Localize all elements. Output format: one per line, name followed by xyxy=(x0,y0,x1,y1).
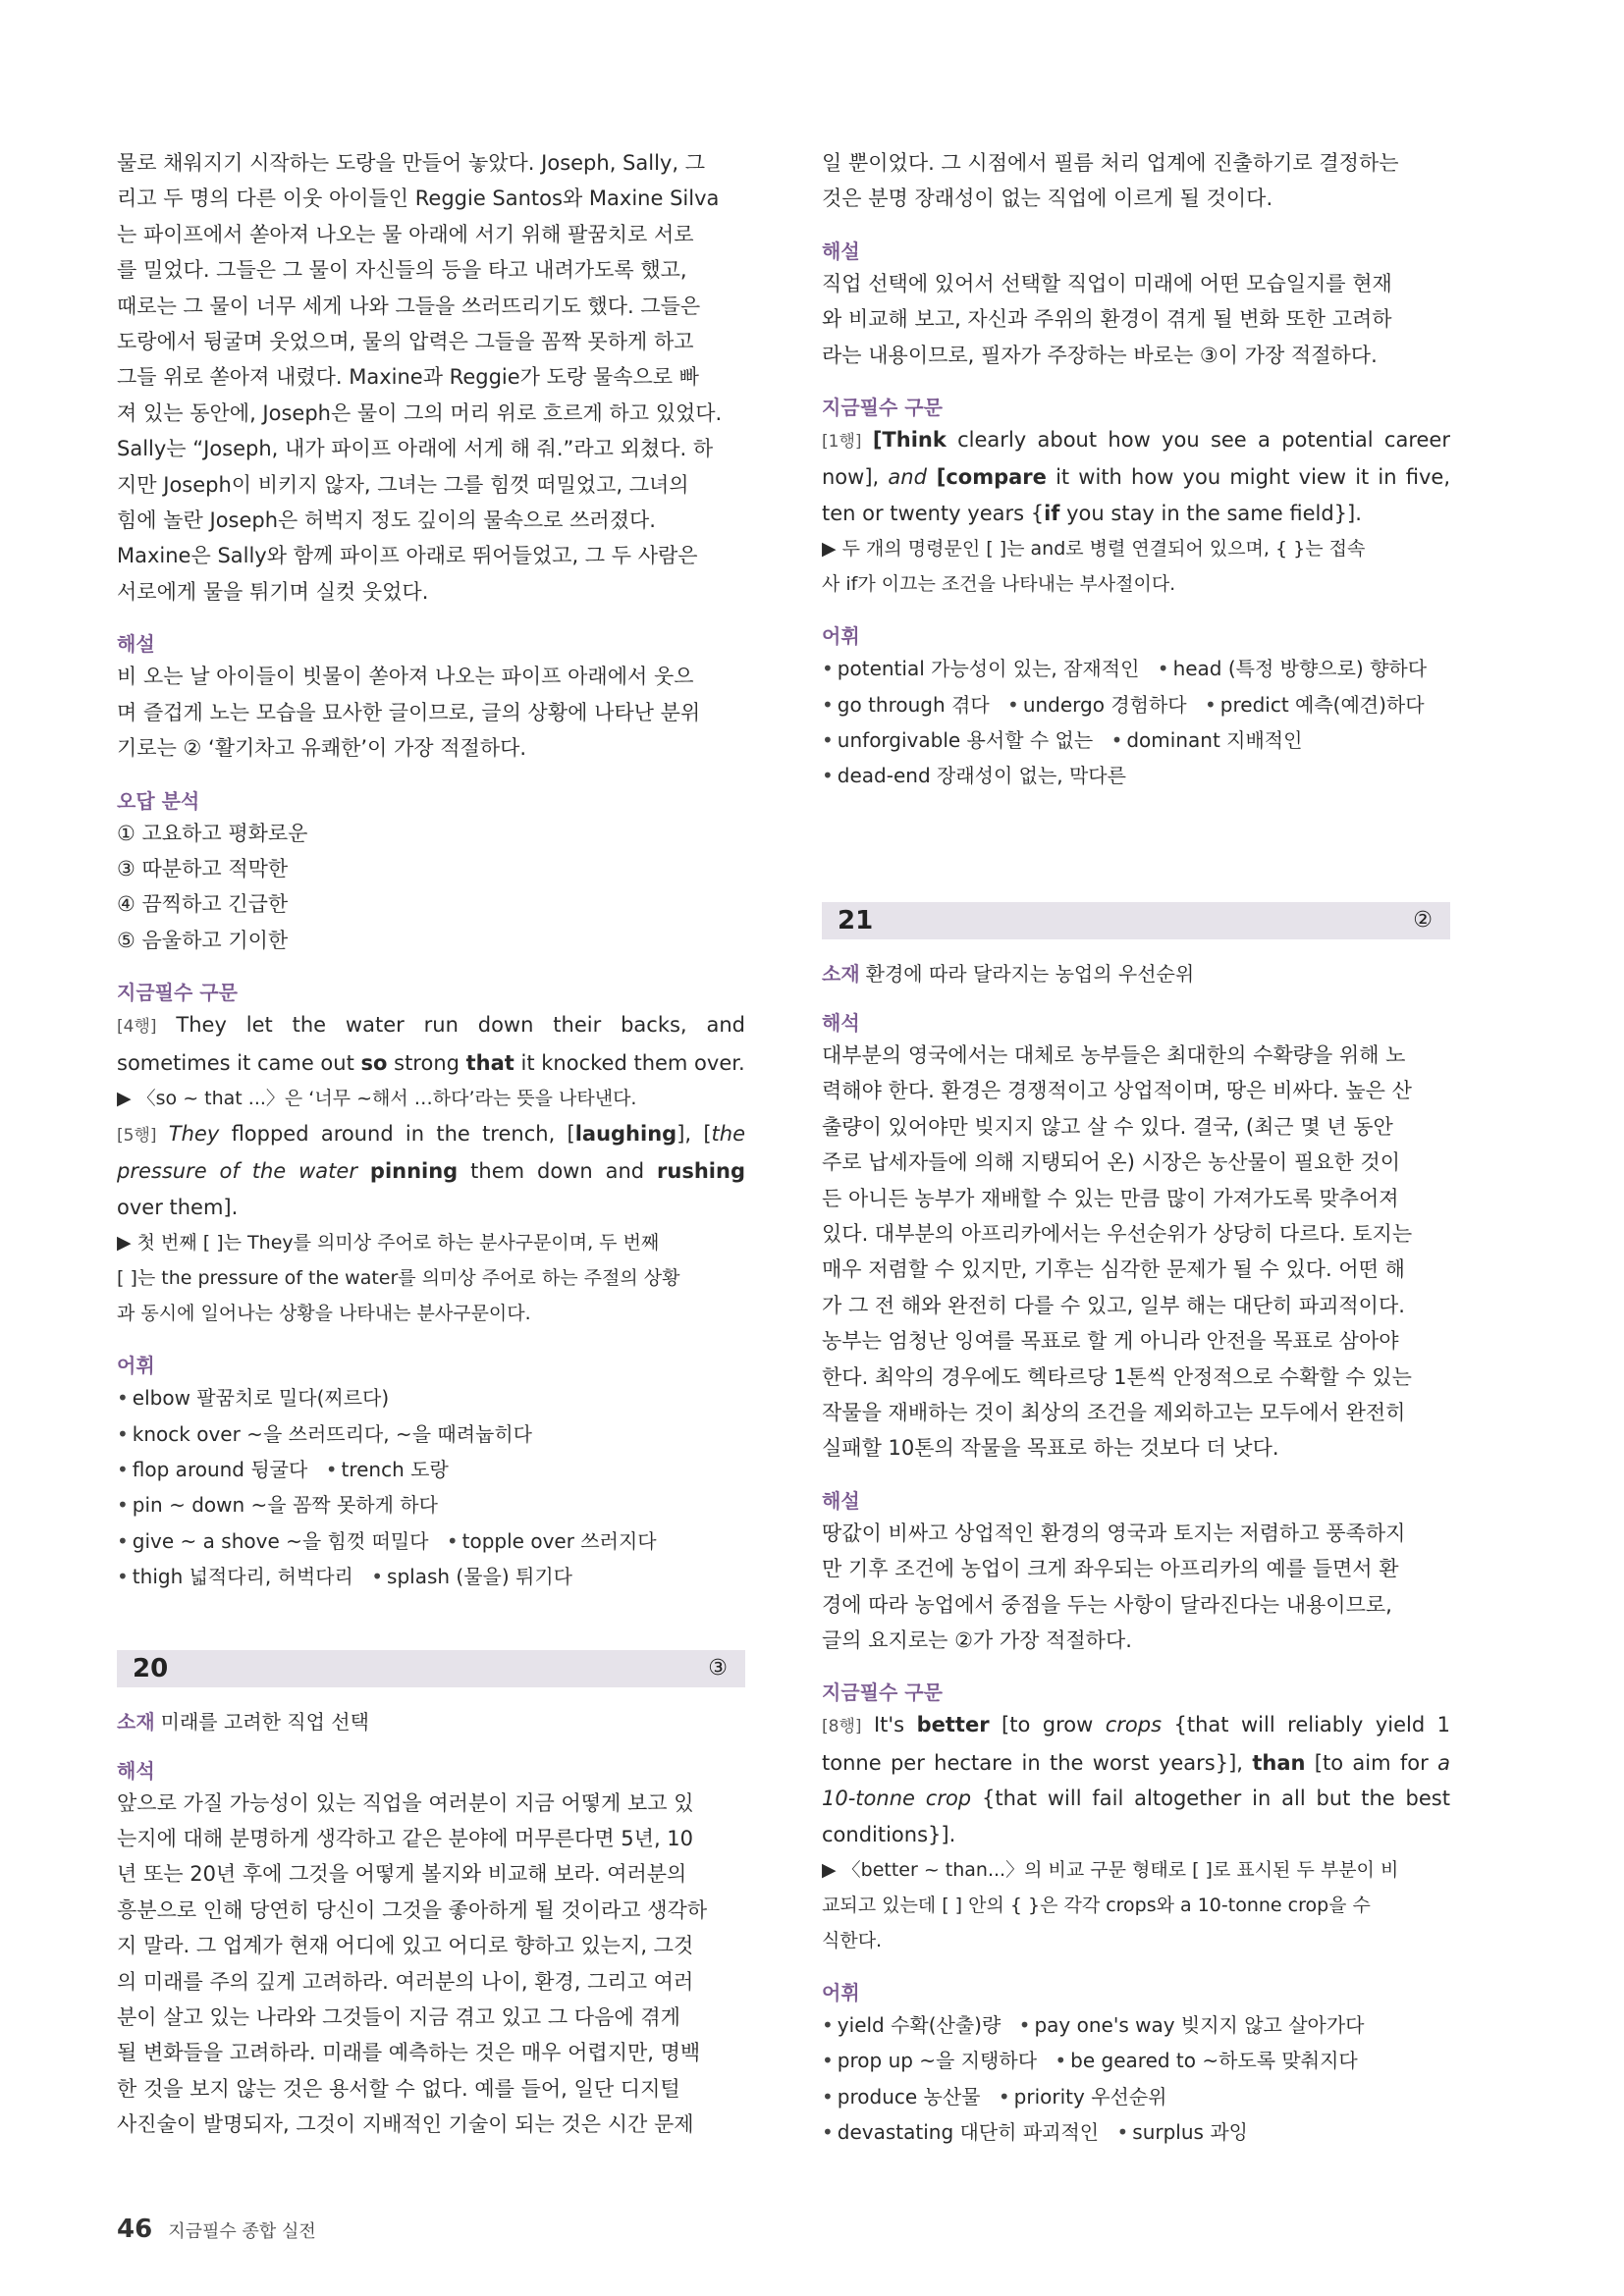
gumun-note xyxy=(822,531,1450,602)
vocab-item: • produce 농산물 xyxy=(822,2085,981,2109)
vocab-item: • dominant 지배적인 xyxy=(1111,728,1303,752)
text-line: 력해야 한다. 환경은 경쟁적이고 상업적이며, 땅은 비싸다. 높은 산 xyxy=(822,1079,1412,1103)
gumun-sentence-21: [8행] It's better [to grow crops {that will reliably yield 1 tonne per hectare in the worst years}], than [to aim for a 10-tonne crop {that will fail altogether in all but the best conditions}]. xyxy=(822,1713,1450,1846)
vocab-item: • give ~ a shove ~을 힘껏 떠밀다 xyxy=(117,1529,429,1553)
text-line: 작물을 재배하는 것이 최상의 조건을 제외하고는 모두에서 완전히 xyxy=(822,1400,1406,1424)
text-line: 한다. 최악의 경우에도 헥타르당 1톤씩 안정적으로 수확할 수 있는 xyxy=(822,1364,1412,1389)
text-line: 경에 따라 농업에서 중점을 두는 사항이 달라진다는 내용이므로, xyxy=(822,1592,1392,1617)
gumun-heading-21: 지금필수 구문 xyxy=(822,1681,943,1705)
text-line: 라는 내용이므로, 필자가 주장하는 바로는 ③이 가장 적절하다. xyxy=(822,343,1378,367)
text-line: 주로 납세자들에 의해 지탱되어 온) 시장은 농산물이 필요한 것이 xyxy=(822,1150,1401,1175)
vocab-item: • prop up ~을 지탱하다 xyxy=(822,2049,1037,2072)
odap-heading: 오답 분석 xyxy=(117,788,200,813)
text-line: 땅값이 비싸고 상업적인 환경의 영국과 토지는 저렴하고 풍족하지 xyxy=(822,1521,1406,1545)
text-line: 것은 분명 장래성이 없는 직업에 이르게 될 것이다. xyxy=(822,187,1273,211)
haeseok-heading: 해석 xyxy=(822,1010,860,1035)
vocab-item: • thigh 넓적다리, 허벅다리 xyxy=(117,1565,353,1588)
gumun-sentence: [1행] [Think clearly about how you see a potential career now], and [compare it with how you might view it in five, ten or twenty years {if you stay in the same field}]. xyxy=(822,428,1451,525)
text-line: 서로에게 물을 튀기며 실컷 웃었다. xyxy=(117,579,429,604)
vocab-heading-21: 어휘 xyxy=(822,1981,860,2004)
left-column xyxy=(117,145,745,2143)
vocab-item: • priority 우선순위 xyxy=(999,2085,1167,2109)
vocab-item: • devastating 대단히 파괴적인 xyxy=(822,2120,1099,2144)
text-line: 때로는 그 물이 너무 세게 나와 그들을 쓰러뜨리기도 했다. 그들은 xyxy=(117,294,701,318)
question-number: 20 xyxy=(133,1653,169,1683)
question-20-bar xyxy=(117,1650,745,1687)
haeseol-heading-21: 해설 xyxy=(822,1488,860,1513)
vocab-item: • unforgivable 용서할 수 없는 xyxy=(822,728,1093,752)
gumun-heading: 지금필수 구문 xyxy=(117,981,238,1005)
text-line: 가 그 전 해와 완전히 다를 수 있고, 일부 해는 대단히 파괴적이다. xyxy=(822,1293,1405,1317)
text-line: 대부분의 영국에서는 대체로 농부들은 최대한의 수확량을 위해 노 xyxy=(822,1042,1406,1067)
answer-mark: ③ xyxy=(708,1656,728,1682)
gumun-heading: 지금필수 구문 xyxy=(822,396,943,420)
text-line: 의 미래를 주의 깊게 고려하라. 여러분의 나이, 환경, 그리고 여러 xyxy=(117,1969,694,1994)
vocab-item: • undergo 경험하다 xyxy=(1007,693,1187,717)
text-line: 져 있는 동안에, Joseph은 물이 그의 머리 위로 흐르게 하고 있었다. xyxy=(117,400,723,425)
text-line: Maxine은 Sally와 함께 파이프 아래로 뛰어들었고, 그 두 사람은 xyxy=(117,544,698,568)
text-line: 출량이 있어야만 빚지지 않고 살 수 있다. 결국, (최근 몇 년 동안 xyxy=(822,1114,1393,1139)
gumun-sentence-2: [5행] They flopped around in the trench, [laughing], [the pressure of the water pinning them down and rushing over them]. xyxy=(117,1121,745,1219)
vocab-list-21 xyxy=(822,2007,1450,2151)
text-line: 일 뿐이었다. 그 시점에서 필름 처리 업계에 진출하기로 결정하는 xyxy=(822,151,1399,175)
choice-item: ④ 끔찍하고 긴급한 xyxy=(117,892,289,917)
text-line: 글의 요지로는 ②가 가장 적절하다. xyxy=(822,1628,1132,1652)
text-line: 만 기후 조건에 농업이 크게 좌우되는 아프리카의 예를 들면서 환 xyxy=(822,1557,1399,1581)
gumun-note-21 xyxy=(822,1852,1450,1958)
haeseok-text xyxy=(117,1786,745,2143)
note-line: 사 if가 이끄는 조건을 나타내는 부사절이다. xyxy=(822,573,1176,596)
gumun-sentence-1: [4행] They let the water run down their backs, and sometimes it came out so strong that it knocked them over. xyxy=(117,1013,745,1075)
note-line: 교되고 있는데 [ ] 안의 { }은 각각 crops와 a 10-tonne crop을 수 xyxy=(822,1895,1371,1916)
text-line: 리고 두 명의 다른 이웃 아이들인 Reggie Santos와 Maxine Silva xyxy=(117,187,720,211)
text-line: 한 것을 보지 않는 것은 용서할 수 없다. 예를 들어, 일단 디지털 xyxy=(117,2076,680,2101)
vocab-list xyxy=(822,651,1450,794)
vocab-item: • pay one's way 빚지지 않고 살아가다 xyxy=(1019,2013,1365,2037)
text-line: 될 변화들을 고려하라. 미래를 예측하는 것은 매우 어렵지만, 명백 xyxy=(117,2041,701,2065)
note-line: 식한다. xyxy=(822,1930,883,1951)
vocab-item: • knock over ~을 쓰러뜨리다, ~을 때려눕히다 xyxy=(117,1422,532,1446)
note-line: 과 동시에 일어나는 상황을 나타내는 분사구문이다. xyxy=(117,1303,531,1325)
vocab-item: • dead-end 장래성이 없는, 막다른 xyxy=(822,764,1126,787)
text-line: 와 비교해 보고, 자신과 주위의 환경이 겪게 될 변화 또한 고려하 xyxy=(822,307,1392,332)
text-line: 는지에 대해 분명하게 생각하고 같은 분야에 머무른다면 5년, 10 xyxy=(117,1827,694,1850)
haeseok-heading: 해석 xyxy=(117,1758,155,1783)
vocab-item: • surplus 과잉 xyxy=(1117,2120,1248,2144)
right-column xyxy=(822,145,1450,2151)
sojae: 소재 미래를 고려한 직업 선택 xyxy=(117,1709,369,1734)
text-line: 실패할 10톤의 작물을 목표로 하는 것보다 더 낫다. xyxy=(822,1436,1279,1461)
vocab-heading: 어휘 xyxy=(822,624,860,649)
question-number: 21 xyxy=(838,905,874,935)
haeseol-text xyxy=(822,266,1450,373)
vocab-item: • topple over 쓰러지다 xyxy=(447,1529,657,1553)
haeseok-continuation xyxy=(822,145,1450,217)
vocab-item: • go through 겪다 xyxy=(822,693,990,717)
note-line: [ ]는 the pressure of the water를 의미상 주어로 하는 주절의 상황 xyxy=(117,1267,680,1290)
text-line: 든 아니든 농부가 재배할 수 있는 만큼 많이 가져가도록 맞추어져 xyxy=(822,1186,1399,1210)
text-line: 분이 살고 있는 나라와 그것들이 지금 겪고 있고 그 다음에 겪게 xyxy=(117,2005,680,2030)
sojae: 소재 환경에 따라 달라지는 농업의 우선순위 xyxy=(822,961,1195,986)
text-line: 며 즐겁게 노는 모습을 묘사한 글이므로, 글의 상황에 나타난 분위 xyxy=(117,700,701,724)
haeseol-text-21 xyxy=(822,1516,1450,1659)
text-line: Sally는 “Joseph, 내가 파이프 아래에 서게 해 줘.”라고 외쳤다. 하 xyxy=(117,437,714,461)
text-line: 있다. 대부분의 아프리카에서는 우선순위가 상당히 다르다. 토지는 xyxy=(822,1221,1413,1246)
story-continuation xyxy=(117,145,745,610)
text-line: 지 말라. 그 업계가 현재 어디에 있고 어디로 향하고 있는지, 그것 xyxy=(117,1934,694,1958)
text-line: 비 오는 날 아이들이 빗물이 쏟아져 나오는 파이프 아래에서 웃으 xyxy=(117,665,694,689)
vocab-item: • pin ~ down ~을 꼼짝 못하게 하다 xyxy=(117,1493,438,1517)
text-line: 농부는 엄청난 잉여를 목표로 할 게 아니라 안전을 목표로 삼아야 xyxy=(822,1329,1399,1354)
haeseok-text xyxy=(822,1038,1450,1467)
note-line: ▶ 첫 번째 [ ]는 They를 의미상 주어로 하는 분사구문이며, 두 번째 xyxy=(117,1232,660,1255)
choice-item: ① 고요하고 평화로운 xyxy=(117,821,308,845)
note-line: ▶ 〈better ~ than...〉의 비교 구문 형태로 [ ]로 표시된 두 부분이 비 xyxy=(822,1859,1399,1881)
vocab-heading: 어휘 xyxy=(117,1354,155,1378)
gumun-note-2 xyxy=(117,1225,745,1331)
page-footer xyxy=(117,2215,316,2244)
text-line: 흥분으로 인해 당연히 당신이 그것을 좋아하게 될 것이라고 생각하 xyxy=(117,1897,708,1922)
text-line: 를 밀었다. 그들은 그 물이 자신들의 등을 타고 내려가도록 했고, xyxy=(117,258,687,283)
vocab-item: • potential 가능성이 있는, 잠재적인 xyxy=(822,657,1139,680)
note-line: ▶ 두 개의 명령문인 [ ]는 and로 병렬 연결되어 있으며, { }는 접속 xyxy=(822,538,1366,561)
haeseol-heading: 해설 xyxy=(117,632,155,657)
answer-mark: ② xyxy=(1413,908,1433,934)
book-title: 지금필수 종합 실전 xyxy=(168,2221,316,2242)
vocab-item: • predict 예측(예견)하다 xyxy=(1205,693,1425,717)
vocab-item: • trench 도랑 xyxy=(326,1458,449,1481)
haeseol-heading: 해설 xyxy=(822,239,860,263)
text-line: 그들 위로 쏟아져 내렸다. Maxine과 Reggie가 도랑 물속으로 빠 xyxy=(117,365,699,390)
text-line: 물로 채워지기 시작하는 도랑을 만들어 놓았다. Joseph, Sally, 그 xyxy=(117,151,705,175)
text-line: 도랑에서 뒹굴며 웃었으며, 물의 압력은 그들을 꼼짝 못하게 하고 xyxy=(117,330,694,354)
text-line: 사진술이 발명되자, 그것이 지배적인 기술이 되는 것은 시간 문제 xyxy=(117,2112,694,2137)
text-line: 앞으로 가질 가능성이 있는 직업을 여러분이 지금 어떻게 보고 있 xyxy=(117,1790,694,1815)
vocab-item: • be geared to ~하도록 맞춰지다 xyxy=(1055,2049,1357,2072)
text-line: 직업 선택에 있어서 선택할 직업이 미래에 어떤 모습일지를 현재 xyxy=(822,271,1392,295)
text-line: 는 파이프에서 쏟아져 나오는 물 아래에 서기 위해 팔꿈치로 서로 xyxy=(117,222,694,246)
text-line: 지만 Joseph이 비키지 않자, 그녀는 그를 힘껏 떠밀었고, 그녀의 xyxy=(117,472,689,497)
text-line: 기로는 ② ‘활기차고 유쾌한’이 가장 적절하다. xyxy=(117,736,527,761)
vocab-item: • splash (물을) 튀기다 xyxy=(371,1565,572,1588)
vocab-item: • yield 수확(산출)량 xyxy=(822,2013,1001,2037)
gumun-note-1: ▶ 〈so ~ that ...〉은 ‘너무 ~해서 …하다’라는 뜻을 나타낸다. xyxy=(117,1087,637,1109)
odap-list xyxy=(117,816,745,959)
choice-item: ③ 따분하고 적막한 xyxy=(117,856,289,881)
text-line: 년 또는 20년 후에 그것을 어떻게 볼지와 비교해 보라. 여러분의 xyxy=(117,1862,687,1887)
vocab-item: • elbow 팔꿈치로 밀다(찌르다) xyxy=(117,1386,389,1410)
haeseol-text xyxy=(117,659,745,766)
vocab-item: • head (특정 방향으로) 향하다 xyxy=(1158,657,1427,680)
question-21-bar xyxy=(822,902,1450,939)
text-line: 힘에 놀란 Joseph은 허벅지 정도 깊이의 물속으로 쓰러졌다. xyxy=(117,508,656,533)
choice-item: ⑤ 음울하고 기이한 xyxy=(117,928,289,952)
vocab-list xyxy=(117,1380,745,1594)
page-number: 46 xyxy=(117,2215,153,2244)
text-line: 매우 저렴할 수 있지만, 기후는 심각한 문제가 될 수 있다. 어떤 해 xyxy=(822,1257,1405,1282)
vocab-item: • flop around 뒹굴다 xyxy=(117,1458,307,1481)
